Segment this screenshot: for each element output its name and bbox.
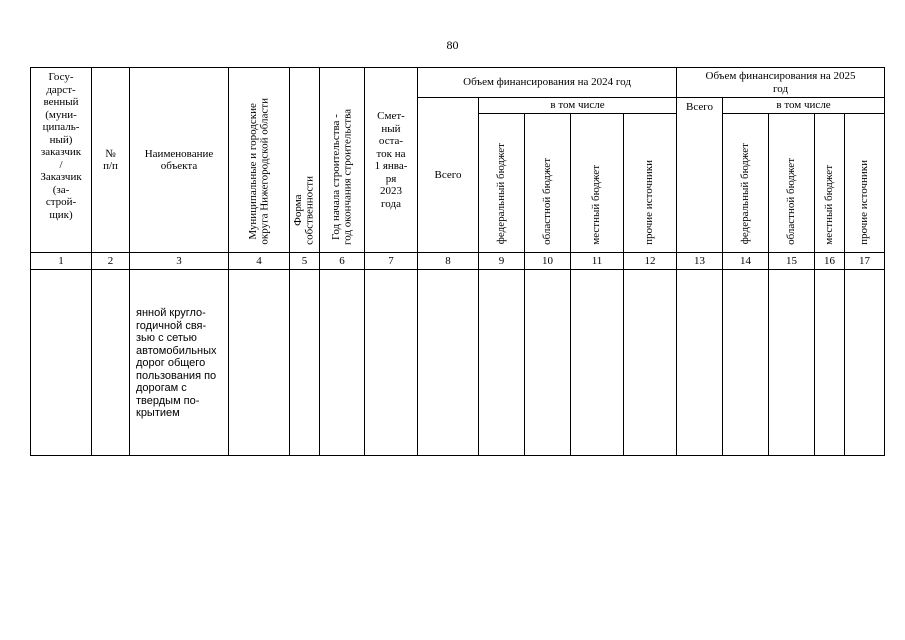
cell-regional-2024 <box>525 270 571 456</box>
header-municipal-text: Муниципальные и городские округа Нижегородской области <box>246 97 270 245</box>
cell-object-name: янной кругло- годичной свя- зью с сетью автомобильных дорог общего пользования по дорогам с твердым по- крытием <box>130 270 229 456</box>
table-row <box>31 270 885 456</box>
column-number: 15 <box>769 253 815 270</box>
header-federal-2025 <box>723 114 769 253</box>
column-number: 8 <box>418 253 479 270</box>
header-other-2025-text: прочие источники <box>857 159 870 245</box>
column-number: 4 <box>229 253 290 270</box>
column-number: 1 <box>31 253 92 270</box>
column-number: 14 <box>723 253 769 270</box>
header-other-2024 <box>624 114 677 253</box>
header-local-2024 <box>571 114 624 253</box>
cell-regional-2025 <box>769 270 815 456</box>
header-local-2025-text: местный бюджет <box>822 164 835 245</box>
cell-total-2025 <box>677 270 723 456</box>
cell-local-2024 <box>571 270 624 456</box>
header-estimate-balance: Смет- ный оста- ток на 1 янва- ря 2023 года <box>365 68 418 253</box>
cell-other-2025 <box>845 270 885 456</box>
cell-total-2024 <box>418 270 479 456</box>
cell-construction-years <box>320 270 365 456</box>
financing-table <box>30 67 885 456</box>
column-number: 16 <box>815 253 845 270</box>
cell-other-2024 <box>624 270 677 456</box>
cell-ownership <box>290 270 320 456</box>
column-number: 12 <box>624 253 677 270</box>
header-fin-2025: Объем финансирования на 2025 год <box>677 68 885 98</box>
header-total-2024: Всего <box>418 98 479 253</box>
header-object-name: Наименование объекта <box>130 68 229 253</box>
cell-number <box>92 270 130 456</box>
header-local-2025 <box>815 114 845 253</box>
cell-customer <box>31 270 92 456</box>
header-municipal <box>229 68 290 253</box>
page-number: 80 <box>446 38 459 52</box>
header-federal-2025-text: федеральный бюджет <box>738 143 751 245</box>
column-number: 6 <box>320 253 365 270</box>
header-number: № п/п <box>92 68 130 253</box>
column-number: 11 <box>571 253 624 270</box>
cell-federal-2024 <box>479 270 525 456</box>
header-including-2025: в том числе <box>723 98 885 114</box>
column-number: 17 <box>845 253 885 270</box>
column-number: 13 <box>677 253 723 270</box>
column-number: 7 <box>365 253 418 270</box>
cell-federal-2025 <box>723 270 769 456</box>
header-federal-2024-text: федеральный бюджет <box>494 143 507 245</box>
column-number: 3 <box>130 253 229 270</box>
header-total-2025: Всего <box>677 98 723 253</box>
column-number: 9 <box>479 253 525 270</box>
header-local-2024-text: местный бюджет <box>590 164 603 245</box>
header-including-2024: в том числе <box>479 98 677 114</box>
header-other-2024-text: прочие источники <box>643 159 656 245</box>
header-customer: Госу- дарст- венный (муни- ципаль- ный) заказчик / Заказчик (за- строй- щик) <box>31 68 92 253</box>
header-construction-years <box>320 68 365 253</box>
header-other-2025 <box>845 114 885 253</box>
header-federal-2024 <box>479 114 525 253</box>
column-number-row <box>31 253 885 270</box>
header-regional-2025 <box>769 114 815 253</box>
header-fin-2024: Объем финансирования на 2024 год <box>418 68 677 98</box>
cell-municipal <box>229 270 290 456</box>
header-construction-years-text: Год начала строительства - год окончания строительства <box>329 108 353 245</box>
cell-local-2025 <box>815 270 845 456</box>
header-regional-2024-text: областной бюджет <box>540 157 553 245</box>
column-number: 2 <box>92 253 130 270</box>
column-number: 5 <box>290 253 320 270</box>
header-ownership <box>290 68 320 253</box>
header-regional-2024 <box>525 114 571 253</box>
cell-estimate-balance <box>365 270 418 456</box>
column-number: 10 <box>525 253 571 270</box>
header-regional-2025-text: областной бюджет <box>784 157 797 245</box>
header-ownership-text: Форма собственности <box>292 175 316 245</box>
